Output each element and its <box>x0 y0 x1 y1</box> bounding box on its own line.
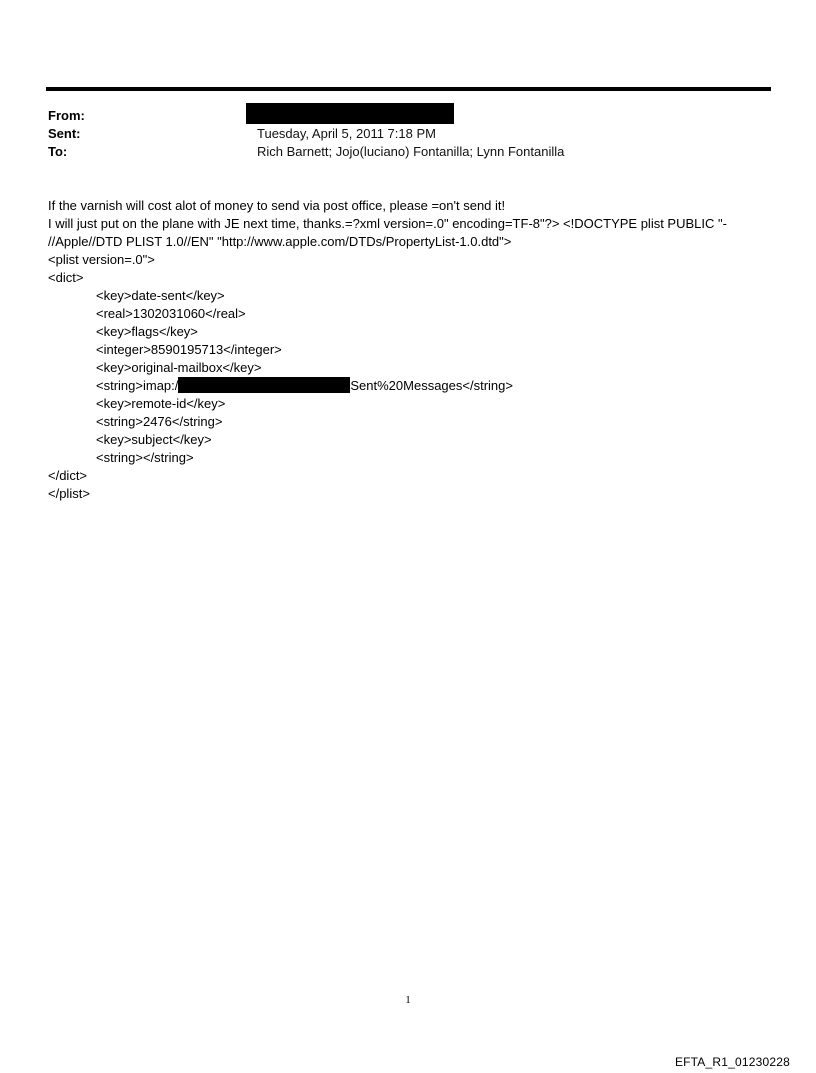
document-id: EFTA_R1_01230228 <box>674 1055 790 1069</box>
body-line: <key>original-mailbox</key> <box>96 360 262 375</box>
body-line: <string></string> <box>96 450 194 465</box>
from-label: From: <box>48 108 85 123</box>
body-line: </dict> <box>48 468 88 483</box>
page-number: 1 <box>405 994 411 1006</box>
body-line-suffix: Sent%20Messages</string> <box>350 378 513 393</box>
body-line: //Apple//DTD PLIST 1.0//EN" "http://www.apple.com/DTDs/PropertyList-1.0.dtd"> <box>48 234 512 249</box>
sent-value: Tuesday, April 5, 2011 7:18 PM <box>257 126 436 141</box>
body-line: <dict> <box>48 270 84 285</box>
email-body <box>48 197 773 503</box>
body-line: <string>2476</string> <box>96 414 223 429</box>
body-line: <key>subject</key> <box>96 432 212 447</box>
sent-label: Sent: <box>48 126 81 141</box>
body-line: <real>1302031060</real> <box>96 306 246 321</box>
body-line: <key>date-sent</key> <box>96 288 225 303</box>
body-line: I will just put on the plane with JE next time, thanks.=?xml version=.0" encoding=TF-8"?> <!DOCTYPE plist PUBLIC "- <box>48 216 727 231</box>
body-line: If the varnish will cost alot of money to send via post office, please =on't send it! <box>48 198 506 213</box>
body-line: <plist version=.0"> <box>48 252 155 267</box>
to-row <box>48 143 748 161</box>
body-line: </plist> <box>48 486 90 501</box>
body-line: <key>remote-id</key> <box>96 396 226 411</box>
body-line: <key>flags</key> <box>96 324 198 339</box>
mailbox-redaction <box>178 377 350 393</box>
body-line-prefix: <string>imap:/ <box>96 378 179 393</box>
from-redaction <box>246 103 454 124</box>
header-divider <box>46 87 771 91</box>
body-line: <integer>8590195713</integer> <box>96 342 282 357</box>
sent-row <box>48 125 748 143</box>
to-value: Rich Barnett; Jojo(luciano) Fontanilla; Lynn Fontanilla <box>257 144 565 159</box>
to-label: To: <box>48 144 68 159</box>
body-line-redacted <box>48 377 773 395</box>
